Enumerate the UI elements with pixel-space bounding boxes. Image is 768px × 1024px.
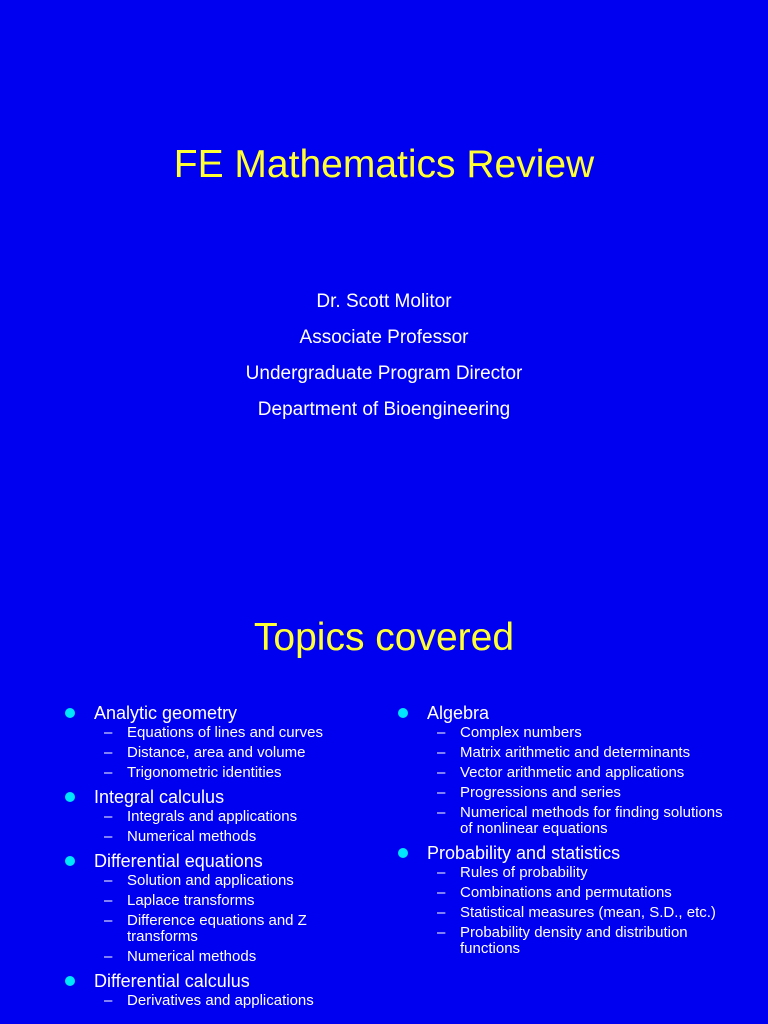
subtopic-item: – Complex numbers	[437, 724, 582, 741]
topics-right-column	[393, 702, 723, 962]
subtopic-item: – Combinations and permutations	[437, 884, 672, 901]
subtopic-list	[393, 865, 723, 957]
subtopic-item: – Equations of lines and curves	[104, 724, 323, 741]
presenter-position: Associate Professor	[299, 327, 469, 348]
subtopic-list	[60, 725, 380, 781]
bullet-icon	[65, 856, 75, 866]
subtopic-list	[60, 993, 380, 1009]
subtopic-item: – Progressions and series	[437, 784, 621, 801]
presenter-name: Dr. Scott Molitor	[316, 291, 452, 312]
dash-icon: –	[437, 724, 446, 741]
topic-item	[60, 970, 380, 992]
dash-icon: –	[437, 764, 446, 781]
presenter-role: Undergraduate Program Director	[245, 363, 523, 384]
subtopic-item: – Vector arithmetic and applications	[437, 764, 685, 781]
dash-icon: –	[104, 892, 113, 909]
bullet-icon	[398, 848, 408, 858]
subtopic-item: – Numerical methods	[104, 828, 257, 845]
dash-icon: –	[104, 992, 113, 1009]
topic-item	[60, 786, 380, 808]
topic-label: Probability and statistics	[427, 843, 621, 863]
subtopic-item: – Statistical measures (mean, S.D., etc.)	[437, 904, 716, 921]
dash-icon: –	[104, 744, 113, 761]
subtopic-list	[60, 873, 380, 965]
presenter-department: Department of Bioengineering	[257, 399, 511, 420]
dash-icon: –	[104, 912, 113, 929]
subtopic-item: – Derivatives and applications	[104, 992, 314, 1009]
subtopic-item: – Laplace transforms	[104, 892, 255, 909]
subtopic-item: – Distance, area and volume	[104, 744, 306, 761]
dash-icon: –	[104, 808, 113, 825]
dash-icon: –	[437, 744, 446, 761]
dash-icon: –	[437, 784, 446, 801]
dash-icon: –	[437, 864, 446, 881]
subtopic-list	[60, 809, 380, 845]
dash-icon: –	[104, 724, 113, 741]
subtopic-item: – Numerical methods for finding solutions of nonlinear equations	[437, 804, 723, 837]
topic-label: Integral calculus	[94, 787, 225, 807]
dash-icon: –	[104, 948, 113, 965]
bullet-icon	[65, 792, 75, 802]
dash-icon: –	[104, 872, 113, 889]
subtopic-item: – Rules of probability	[437, 864, 588, 881]
subtopic-item: – Numerical methods	[104, 948, 257, 965]
subtopic-item: – Integrals and applications	[104, 808, 298, 825]
subtopic-list	[393, 725, 723, 837]
subtopic-item: – Matrix arithmetic and determinants	[437, 744, 691, 761]
dash-icon: –	[437, 924, 446, 941]
dash-icon: –	[437, 884, 446, 901]
slide-title: FE Mathematics Review	[173, 143, 595, 186]
topic-label: Differential equations	[94, 851, 263, 871]
subtopic-item: – Probability density and distribution functions	[437, 924, 688, 957]
dash-icon: –	[104, 764, 113, 781]
topic-label: Differential calculus	[94, 971, 250, 991]
dash-icon: –	[437, 904, 446, 921]
topics-title: Topics covered	[253, 616, 515, 659]
subtopic-item: – Difference equations and Z transforms	[104, 912, 307, 945]
bullet-icon	[65, 708, 75, 718]
topic-item	[393, 702, 723, 724]
topic-label: Analytic geometry	[94, 703, 238, 723]
bullet-icon	[398, 708, 408, 718]
bullet-icon	[65, 976, 75, 986]
topic-item	[60, 702, 380, 724]
topic-item	[60, 850, 380, 872]
subtopic-item: – Trigonometric identities	[104, 764, 282, 781]
topic-item	[393, 842, 723, 864]
dash-icon: –	[104, 828, 113, 845]
topic-label: Algebra	[427, 703, 490, 723]
presenter-info	[0, 284, 768, 428]
subtopic-item: – Solution and applications	[104, 872, 294, 889]
topics-left-column	[60, 702, 380, 1014]
dash-icon: –	[437, 804, 446, 821]
